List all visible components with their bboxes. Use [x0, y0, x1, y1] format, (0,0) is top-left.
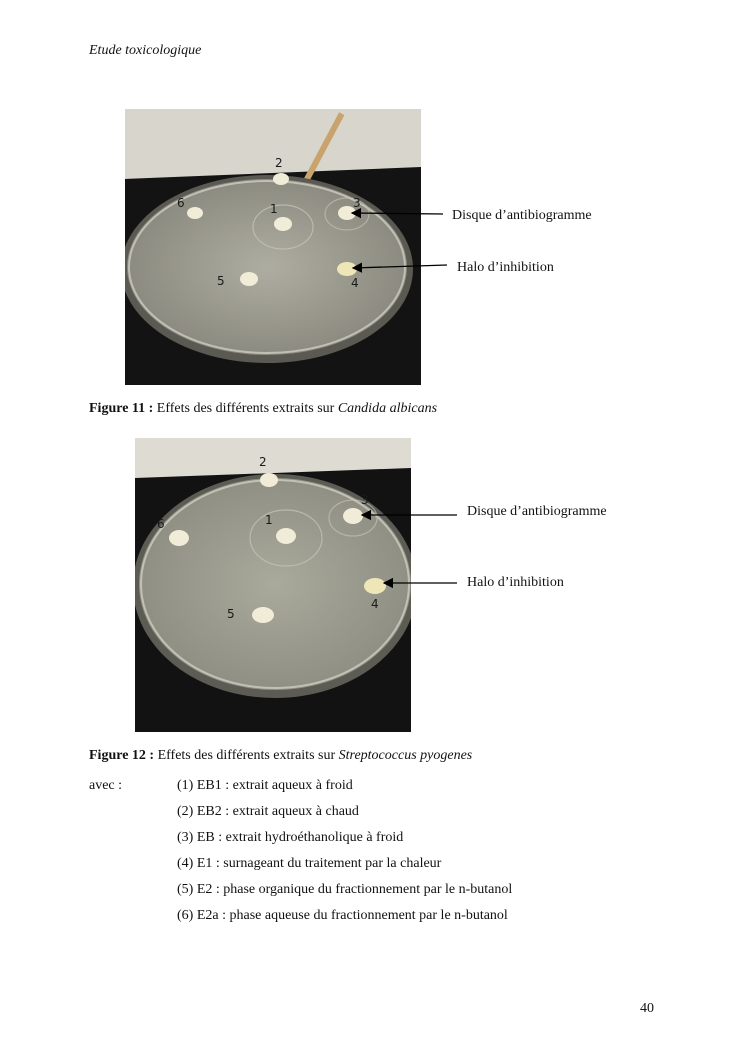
disc	[169, 530, 189, 546]
petri-dish-streptococcus-image	[135, 438, 411, 732]
disc	[252, 607, 274, 623]
disc-number: 3	[361, 493, 369, 507]
disc-number: 1	[265, 513, 273, 527]
caption-text: Effets des différents extraits sur	[153, 401, 338, 416]
figure-12-photo	[135, 438, 411, 732]
figure-11-photo	[125, 109, 421, 385]
legend-item: (4) E1 : surnageant du traitement par la chaleur	[177, 856, 442, 871]
disc-number: 4	[351, 276, 359, 290]
callout-antibiogram-disc: Disque d’antibiogramme	[467, 504, 607, 519]
organism-name: Streptococcus pyogenes	[338, 748, 473, 763]
disc-number: 4	[371, 597, 379, 611]
callout-antibiogram-disc: Disque d’antibiogramme	[452, 208, 592, 223]
legend-list	[177, 778, 512, 934]
petri-dish-candida-image	[125, 109, 421, 385]
disc	[364, 578, 386, 594]
organism-name: Candida albicans	[337, 401, 438, 416]
disc-number: 2	[259, 455, 267, 469]
figure-number: Figure 12 :	[89, 748, 155, 763]
legend-item: (5) E2 : phase organique du fractionnement par le n-butanol	[177, 882, 513, 897]
legend-item: (2) EB2 : extrait aqueux à chaud	[177, 804, 359, 819]
disc-number: 2	[275, 156, 283, 170]
figure-11-caption	[89, 401, 437, 417]
disc	[274, 217, 292, 231]
disc	[276, 528, 296, 544]
callout-inhibition-halo: Halo d’inhibition	[457, 260, 554, 275]
disc-number: 6	[177, 196, 185, 210]
running-header: Etude toxicologique	[89, 43, 202, 58]
disc	[187, 207, 203, 219]
disc	[273, 173, 289, 185]
disc-number: 1	[270, 202, 278, 216]
legend-item: (3) EB : extrait hydroéthanolique à froid	[177, 830, 404, 845]
disc-number: 5	[217, 274, 225, 288]
disc-number: 5	[227, 607, 235, 621]
legend-item: (1) EB1 : extrait aqueux à froid	[177, 778, 353, 793]
caption-text: Effets des différents extraits sur	[154, 748, 339, 763]
figure-number: Figure 11 :	[89, 401, 154, 416]
legend-intro: avec :	[89, 778, 123, 793]
disc-number: 3	[353, 196, 361, 210]
disc	[343, 508, 363, 524]
disc	[240, 272, 258, 286]
disc	[260, 473, 278, 487]
disc-number: 6	[157, 517, 165, 531]
legend-item: (6) E2a : phase aqueuse du fractionnement par le n-butanol	[177, 908, 508, 923]
page-number: 40	[640, 1001, 654, 1016]
disc	[337, 262, 357, 276]
figure-12-caption	[89, 748, 472, 764]
callout-inhibition-halo: Halo d’inhibition	[467, 575, 564, 590]
